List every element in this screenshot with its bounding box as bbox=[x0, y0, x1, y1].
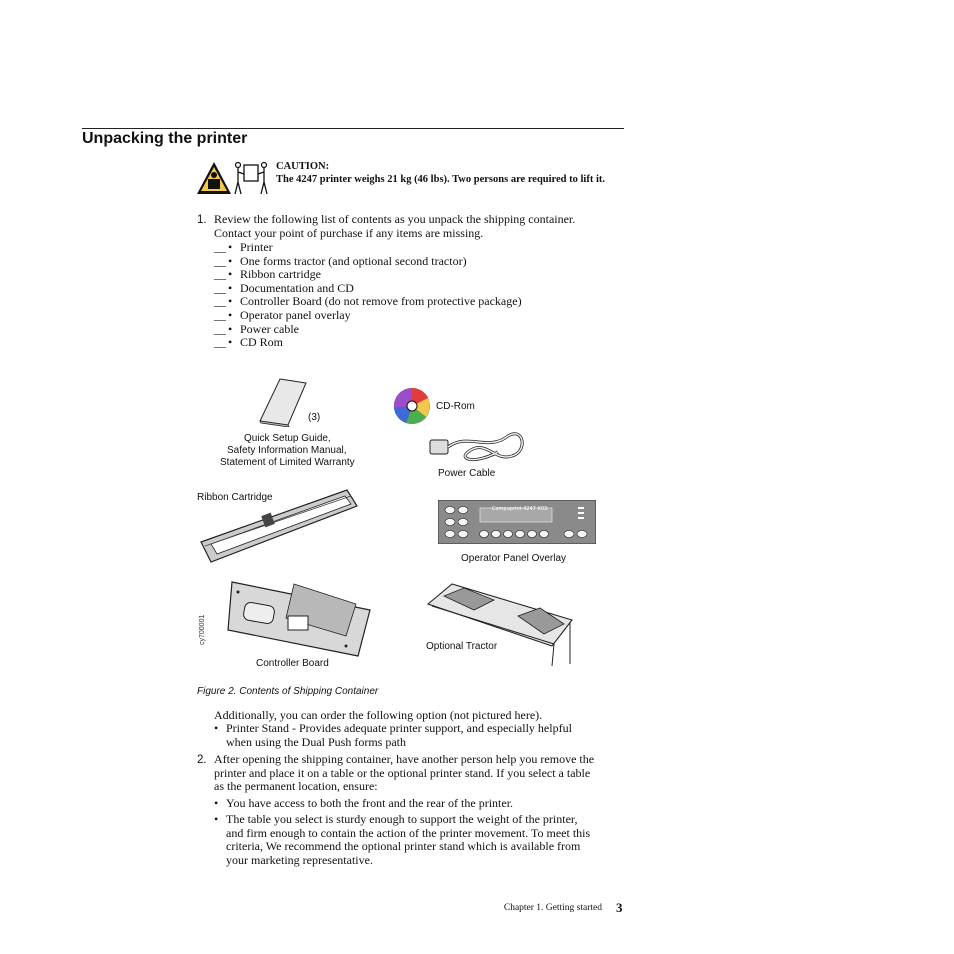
bullet: • bbox=[228, 253, 233, 268]
cd-rom-icon bbox=[392, 386, 432, 426]
checkbox-blank: __ bbox=[214, 308, 226, 322]
panel-display-text: Compuprint 4247 X03 bbox=[492, 506, 548, 512]
bullet: • bbox=[228, 267, 233, 282]
cd-rom-label: CD-Rom bbox=[436, 401, 475, 412]
checklist-item bbox=[214, 323, 299, 337]
operator-panel-overlay-illustration bbox=[438, 500, 596, 544]
caution-lift-icon bbox=[196, 160, 270, 196]
step-2-number: 2. bbox=[197, 754, 207, 766]
controller-board-illustration bbox=[226, 578, 372, 660]
page-number: 3 bbox=[616, 900, 623, 915]
caution-title: CAUTION: bbox=[276, 161, 330, 172]
step-2-bullet: • bbox=[214, 796, 219, 810]
checkbox-blank: __ bbox=[214, 294, 226, 309]
controller-label: Controller Board bbox=[256, 658, 329, 669]
additional-line: Additionally, you can order the following option (not pictured here). bbox=[214, 708, 543, 722]
step-2-bullet: • bbox=[214, 812, 219, 826]
bullet: • bbox=[228, 240, 233, 254]
step-2-line-1: After opening the shipping container, have another person help you remove the bbox=[214, 752, 595, 766]
checklist-item-text: Documentation and CD bbox=[240, 280, 354, 295]
step-1-line-2: Contact your point of purchase if any items are missing. bbox=[214, 226, 484, 240]
step-2-bullet-line: your marketing representative. bbox=[226, 853, 373, 868]
step-2-bullet-line: and firm enough to contain the action of the printer movement. To meet this bbox=[226, 825, 591, 840]
checklist-item-text: Ribbon cartridge bbox=[240, 267, 321, 282]
checkbox-blank: __ bbox=[214, 240, 226, 254]
checklist-item bbox=[214, 282, 354, 296]
power-cable-illustration bbox=[428, 422, 528, 466]
checklist-item-text: Operator panel overlay bbox=[240, 308, 351, 322]
power-cable-label: Power Cable bbox=[438, 468, 496, 479]
step-1-number: 1. bbox=[197, 214, 207, 226]
checklist-item-text: One forms tractor (and optional second tractor) bbox=[240, 253, 467, 268]
checklist-item bbox=[214, 241, 273, 255]
checklist-item-text: Power cable bbox=[240, 321, 299, 336]
figure-code: cy700001 bbox=[199, 614, 206, 645]
checklist-item-text: Printer bbox=[240, 240, 273, 254]
docs-label-line-3: Statement of Limited Warranty bbox=[220, 457, 355, 468]
checklist-item-text: Controller Board (do not remove from protective package) bbox=[240, 294, 522, 309]
docs-label-line-1: Quick Setup Guide, bbox=[244, 433, 331, 444]
step-1-line-1: Review the following list of contents as you unpack the shipping container. bbox=[214, 212, 576, 226]
checklist-item bbox=[214, 336, 283, 350]
bullet: • bbox=[228, 308, 233, 322]
footer-chapter: Chapter 1. Getting started bbox=[503, 903, 602, 913]
checkbox-blank: __ bbox=[214, 253, 226, 268]
step-2-bullet-line: criteria, We recommend the optional printer stand which is available from bbox=[226, 839, 581, 854]
doc-count-label: (3) bbox=[308, 412, 321, 423]
step-2-line-3: as the permanent location, ensure: bbox=[214, 779, 378, 793]
tractor-label: Optional Tractor bbox=[426, 641, 498, 652]
step-2-bullet-line: The table you select is sturdy enough to support the weight of the printer, bbox=[226, 812, 578, 826]
bullet: • bbox=[228, 280, 233, 295]
checklist-item bbox=[214, 295, 522, 309]
caution-text: The 4247 printer weighs 21 kg (46 lbs). Two persons are required to lift it. bbox=[276, 174, 606, 185]
additional-bullet: • bbox=[214, 721, 219, 735]
checkbox-blank: __ bbox=[214, 267, 226, 282]
checkbox-blank: __ bbox=[214, 335, 226, 350]
checklist-item bbox=[214, 309, 351, 323]
heading-rule bbox=[82, 128, 624, 129]
ribbon-label: Ribbon Cartridge bbox=[197, 492, 273, 503]
bullet: • bbox=[228, 335, 233, 350]
page-heading: Unpacking the printer bbox=[82, 130, 248, 147]
step-2-line-2: printer and place it on a table or the optional printer stand. If you select a table bbox=[214, 766, 591, 780]
step-2-bullet-line: You have access to both the front and the rear of the printer. bbox=[226, 796, 514, 810]
checkbox-blank: __ bbox=[214, 321, 226, 336]
docs-label-line-2: Safety Information Manual, bbox=[227, 445, 347, 456]
panel-label: Operator Panel Overlay bbox=[461, 553, 567, 564]
tractor-illustration bbox=[424, 580, 576, 670]
bullet: • bbox=[228, 294, 233, 309]
figure-caption: Figure 2. Contents of Shipping Container bbox=[197, 686, 379, 697]
checklist-item bbox=[214, 255, 467, 269]
option-line-1: Printer Stand - Provides adequate printer support, and especially helpful bbox=[226, 721, 572, 735]
ribbon-cartridge-illustration bbox=[197, 484, 361, 568]
checklist-item-text: CD Rom bbox=[240, 335, 284, 350]
checklist-item bbox=[214, 268, 321, 282]
option-line-2: when using the Dual Push forms path bbox=[226, 735, 406, 749]
checkbox-blank: __ bbox=[214, 280, 226, 295]
bullet: • bbox=[228, 321, 233, 336]
